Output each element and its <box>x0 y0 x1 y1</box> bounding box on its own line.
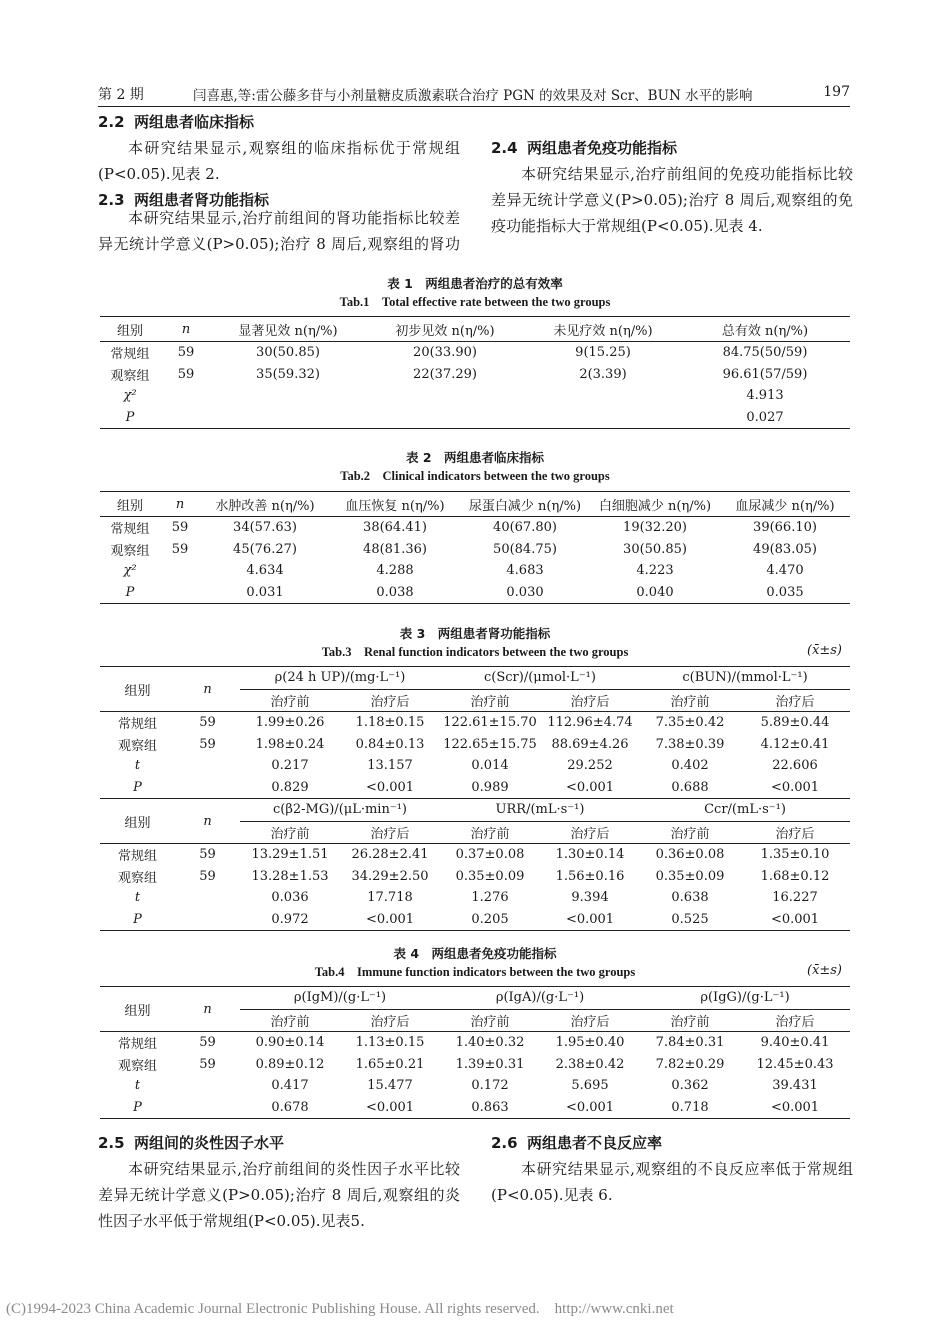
table-row: P 0.678 <0.001 0.863 <0.001 0.718 <0.001 <box>100 1097 850 1119</box>
table-row: 观察组 59 1.98±0.24 0.84±0.13 122.65±15.75 88.69±4.26 7.38±0.39 4.12±0.41 <box>117 736 830 754</box>
table3 <box>100 666 850 931</box>
table2-caption-cn: 表 2 两组患者临床指标 <box>405 450 545 465</box>
table3-group-header-row-1: 组别 n ρ(24 h UP)/(mg·L⁻¹) c(Scr)/(μmol·L⁻¹) c(BUN)/(mmol·L⁻¹) <box>100 667 850 690</box>
left-column-top <box>98 109 460 213</box>
section-2-3-heading: 2.3 两组患者肾功能指标 <box>98 191 270 209</box>
section-2-3-body-part1: 本研究结果显示,治疗前组间的肾功能指标比较差异无统计学意义(P>0.05);治疗 8 周后,观察组的肾功 <box>98 209 460 253</box>
right-column-top <box>491 135 853 239</box>
section-2-6-body: 本研究结果显示,观察组的不良反应率低于常规组(P<0.05).见表 6. <box>491 1160 853 1204</box>
table-row: 观察组 59 13.28±1.53 34.29±2.50 0.35±0.09 1.56±0.16 0.35±0.09 1.68±0.12 <box>117 868 830 886</box>
section-2-2-body: 本研究结果显示,观察组的临床指标优于常规组(P<0.05).见表 2. <box>98 139 460 183</box>
table3-sub-header-row-2: 治疗前 治疗后 治疗前 治疗后 治疗前 治疗后 <box>100 821 850 844</box>
right-column-bottom <box>491 1130 853 1208</box>
table-row: P 0.972 <0.001 0.205 <0.001 0.525 <0.001 <box>100 909 850 931</box>
table2-header-row: 组别 n 水肿改善 n(η/%) 血压恢复 n(η/%) 尿蛋白减少 n(η/%) 白细胞减少 n(η/%) 血尿减少 n(η/%) <box>100 492 850 517</box>
running-title: 闫喜惠,等:雷公藤多苷与小剂量糖皮质激素联合治疗 PGN 的效果及对 Scr、BUN 水平的影响 <box>193 88 753 104</box>
section-2-2-heading: 2.2 两组患者临床指标 <box>98 113 255 131</box>
table4-caption-cn: 表 4 两组患者免疫功能指标 <box>393 946 557 961</box>
table4 <box>100 986 850 1119</box>
table-row: t 0.417 15.477 0.172 5.695 0.362 39.431 <box>134 1078 818 1094</box>
table3-sub-header-row-1: 治疗前 治疗后 治疗前 治疗后 治疗前 治疗后 <box>100 689 850 712</box>
running-header <box>98 82 850 107</box>
table-row: 常规组 59 0.90±0.14 1.13±0.15 1.40±0.32 1.95±0.40 7.84±0.31 9.40±0.41 <box>117 1035 830 1053</box>
table-row: 常规组 59 30(50.85) 20(33.90) 9(15.25) 84.75(50/59) <box>110 345 808 363</box>
table1-caption-cn: 表 1 两组患者治疗的总有效率 <box>387 276 563 291</box>
table-row: P 0.027 <box>100 407 850 429</box>
section-2-5-heading: 2.5 两组间的炎性因子水平 <box>98 1134 285 1152</box>
table-row: 观察组 59 35(59.32) 22(37.29) 2(3.39) 96.61(57/59) <box>110 366 808 384</box>
section-2-4-body: 本研究结果显示,治疗前组间的免疫功能指标比较差异无统计学意义(P>0.05);治疗 8 周后,观察组的免疫功能指标大于常规组(P<0.05).见表 4. <box>491 165 853 235</box>
table3-unit: (x̄±s) <box>806 643 842 658</box>
table3-caption-cn: 表 3 两组患者肾功能指标 <box>399 626 551 641</box>
section-2-6-heading: 2.6 两组患者不良反应率 <box>491 1134 663 1152</box>
section-2-4-heading: 2.4 两组患者免疫功能指标 <box>491 139 678 157</box>
table-row: P 0.829 <0.001 0.989 <0.001 0.688 <0.001 <box>100 777 850 799</box>
table4-unit: (x̄±s) <box>806 963 842 978</box>
table3-group-header-row-2: 组别 n c(β2-MG)/(μL·min⁻¹) URR/(mL·s⁻¹) Ccr/(mL·s⁻¹) <box>100 799 850 822</box>
table3-caption-en: Tab.3 Renal function indicators between the two groups <box>321 645 629 659</box>
table2 <box>100 491 850 604</box>
table-row: 常规组 59 13.29±1.51 26.28±2.41 0.37±0.08 1.30±0.14 0.36±0.08 1.35±0.10 <box>117 847 830 865</box>
issue-number: 第 2 期 <box>98 87 144 103</box>
table1 <box>100 316 850 429</box>
table-row: χ² 4.634 4.288 4.683 4.223 4.470 <box>123 563 804 579</box>
table4-caption-en: Tab.4 Immune function indicators between the two groups <box>314 965 636 979</box>
table4-sub-header-row: 治疗前 治疗后 治疗前 治疗后 治疗前 治疗后 <box>100 1009 850 1032</box>
table4-group-header-row: 组别 n ρ(IgM)/(g·L⁻¹) ρ(IgA)/(g·L⁻¹) ρ(IgG)/(g·L⁻¹) <box>100 987 850 1010</box>
table-row: 常规组 59 34(57.63) 38(64.41) 40(67.80) 19(32.20) 39(66.10) <box>110 520 817 538</box>
page-number: 197 <box>823 84 850 100</box>
table-row: χ² 4.913 <box>123 388 784 404</box>
table-row: 观察组 59 0.89±0.12 1.65±0.21 1.39±0.31 2.38±0.42 7.82±0.29 12.45±0.43 <box>117 1056 834 1074</box>
section-2-3-body-part2 <box>491 109 853 135</box>
table1-header-row: 组别 n 显著见效 n(η/%) 初步见效 n(η/%) 未见疗效 n(η/%) 总有效 n(η/%) <box>100 317 850 342</box>
table-row: t 0.036 17.718 1.276 9.394 0.638 16.227 <box>134 890 818 906</box>
section-2-5-body: 本研究结果显示,治疗前组间的炎性因子水平比较差异无统计学意义(P>0.05);治疗 8 周后,观察组的炎性因子水平低于常规组(P<0.05).见表5. <box>98 1160 460 1230</box>
copyright-footer: (C)1994-2023 China Academic Journal Electronic Publishing House. All rights reserved. http://www.cnki.net <box>6 1301 674 1317</box>
table-row: t 0.217 13.157 0.014 29.252 0.402 22.606 <box>134 758 818 774</box>
table-row: 观察组 59 45(76.27) 48(81.36) 50(84.75) 30(50.85) 49(83.05) <box>110 541 817 559</box>
table2-caption-en: Tab.2 Clinical indicators between the two groups <box>340 469 610 483</box>
left-column-bottom <box>98 1130 460 1234</box>
table-row: 常规组 59 1.99±0.26 1.18±0.15 122.61±15.70 112.96±4.74 7.35±0.42 5.89±0.44 <box>117 715 830 733</box>
table1-caption-en: Tab.1 Total effective rate between the two groups <box>339 295 611 309</box>
table-row: P 0.031 0.038 0.030 0.040 0.035 <box>100 582 850 604</box>
